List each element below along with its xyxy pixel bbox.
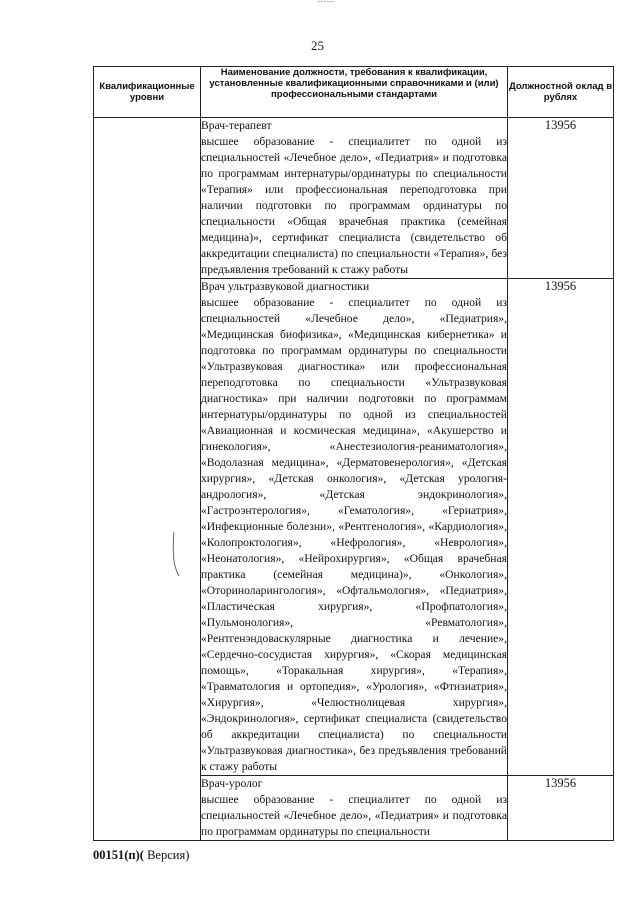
levels-cell	[94, 118, 201, 841]
position-requirements: высшее образование - специалитет по одной из специальностей «Лечебное дело», «Педиатрия» и подготовка по программам ординатуры по специальности	[201, 793, 507, 838]
salary-cell: 13956	[508, 118, 614, 279]
pen-mark	[172, 532, 180, 576]
description-cell	[201, 279, 508, 776]
page-number: 25	[311, 38, 324, 53]
position-requirements: высшее образование - специалитет по одной из специальностей «Лечебное дело», «Педиатрия», «Медицинская биофизика», «Медицинская кибернетика» и подготовка по программам ординатуры по специальности «Ультразвуковая диагностика» или профессиональная переподготовка по специальности «Ультразвуковая диагностика» при наличии подготовки по программам интернатуры/ординатуры по одной из специальностей «Авиационная и космическая медицина», «Акушерство и гинекология», «Анестезиология-реаниматология», «Водолазная медицина», «Дерматовенерология», «Детская хирургия», «Детская онкология», «Детская урология-андрология», «Детская эндокринология», «Гастроэнтерология», «Гематология», «Гериатрия», «Инфекционные болезни», «Рентгенология», «Кардиология», «Колопроктология», «Нефрология», «Неврология», «Неонатология», «Нейрохирургия», «Общая врачебная практика (семейная медицина)», «Онкология», «Оториноларингология», «Офтальмология», «Педиатрия», «Пластическая хирургия», «Профпатология», «Пульмонология», «Ревматология», «Рентгенэндоваскулярные диагностика и лечение», «Сердечно-сосудистая хирургия», «Скорая медицинская помощь», «Торакальная хирургия», «Терапия», «Травматология и ортопедия», «Урология», «Фтизиатрия», «Хирургия», «Челюстнолицевая хирургия», «Эндокринология», сертификат специалиста (свидетельство об аккредитации специалиста) по специальности «Ультразвуковая диагностика», без предъявления требований к стажу работы	[201, 296, 507, 773]
document-version: Версия)	[143, 848, 190, 862]
salary-cell: 13956	[508, 279, 614, 776]
header-levels: Квалификационные уровни	[94, 67, 201, 118]
position-requirements: высшее образование - специалитет по одной из специальностей «Лечебное дело», «Педиатрия» и подготовка по программам интернатуры/ординатуры по специальности «Терапия» или профессиональная переподготовка при наличии подготовки по программам ординатуры по специальности «Общая врачебная практика (семейная медицина)», сертификат специалиста (свидетельство об аккредитации специалиста) по специальности «Терапия», без предъявления требований к стажу работы	[201, 135, 507, 276]
table-header-row	[94, 67, 614, 118]
qualification-table	[93, 66, 614, 841]
description-cell	[201, 776, 508, 841]
header-description: Наименование должности, требования к квалификации, установленные квалификационными справочниками и (или) профессиональными стандартами	[201, 67, 508, 118]
table-row	[94, 118, 614, 279]
document-code: 00151(п)(	[93, 848, 144, 862]
document-footer	[93, 848, 189, 863]
position-title: Врач-терапевт	[201, 119, 272, 132]
description-cell	[201, 118, 508, 279]
salary-cell: 13956	[508, 776, 614, 841]
position-title: Врач-уролог	[201, 777, 263, 790]
header-salary: Должностной оклад в рублях	[508, 67, 614, 118]
scan-mark	[318, 0, 334, 3]
position-title: Врач ультразвуковой диагностики	[201, 280, 370, 293]
